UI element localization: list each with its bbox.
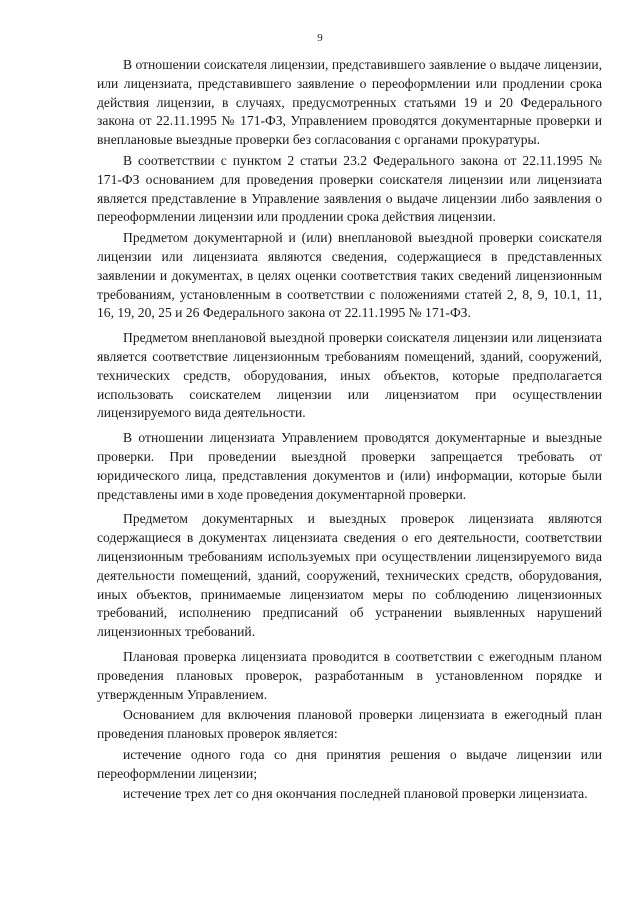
paragraph-7: Плановая проверка лицензиата проводится в соответствии с ежегодным планом проведения плановых проверок, разработанным в установленном порядке и утвержденным Управлением. <box>97 648 602 702</box>
paragraph-6: Предметом документарных и выездных проверок лицензиата являются содержащиеся в документах лицензиата сведения о его деятельности, соответствии лицензионным требованиям используемых при осуществлении лицензируемого вида деятельности помещений, зданий, сооружений, технических средств, оборудования, иных объектов, принимаемые лицензиатом меры по соблюдению лицензионных требований, исполнению предписаний об устранении выявленных нарушений лицензионных требований. <box>97 511 602 640</box>
paragraph-5: В отношении лицензиата Управлением проводятся документарные и выездные проверки. При проведении выездной проверки запрещается требовать от юридического лица, представления документов и (или) информации, которые были представлены ими в ходе проведения документарной проверки. <box>97 430 602 502</box>
paragraph-4: Предметом внеплановой выездной проверки соискателя лицензии или лицензиата является соответствие лицензионным требованиям помещений, зданий, сооружений, технических средств, оборудования, иных объектов, которые предполагается использовать соискателем лицензии или лицензиатом при осуществлении лицензируемого вида деятельности. <box>97 330 602 421</box>
paragraph-1: В отношении соискателя лицензии, представившего заявление о выдаче лицензии, или лицензиата, представившего заявление о переоформлении или продлении срока действия лицензии, в случаях, предусмотренных статьями 19 и 20 Федерального закона от 22.11.1995 № 171-ФЗ, Управлением проводятся документарные проверки и внеплановые выездные проверки без согласования с органами прокуратуры. <box>97 57 602 148</box>
document-body <box>97 56 602 806</box>
paragraph-3: Предметом документарной и (или) внеплановой выездной проверки соискателя лицензии или лицензиата являются сведения, содержащиеся в представленных заявлении и документах, в целях оценки соответствия таких сведений лицензионным требованиям, установленным в соответствии с положениями статей 2, 8, 9, 10.1, 11, 16, 19, 20, 25 и 26 Федерального закона от 22.11.1995 № 171-ФЗ. <box>97 230 602 321</box>
paragraph-2: В соответствии с пунктом 2 статьи 23.2 Федерального закона от 22.11.1995 № 171-ФЗ основанием для проведения проверки соискателя лицензии или лицензиата является представление в Управление заявления о выдаче лицензии либо заявления о переоформлении лицензии или продлении срока действия лицензии. <box>97 152 602 225</box>
paragraph-8: Основанием для включения плановой проверки лицензиата в ежегодный план проведения плановых проверок является: <box>97 707 602 742</box>
page-number: 9 <box>317 32 323 44</box>
paragraph-10: истечение трех лет со дня окончания последней плановой проверки лицензиата. <box>123 786 588 802</box>
paragraph-9: истечение одного года со дня принятия решения о выдаче лицензии или переоформлении лицензии; <box>97 746 602 781</box>
